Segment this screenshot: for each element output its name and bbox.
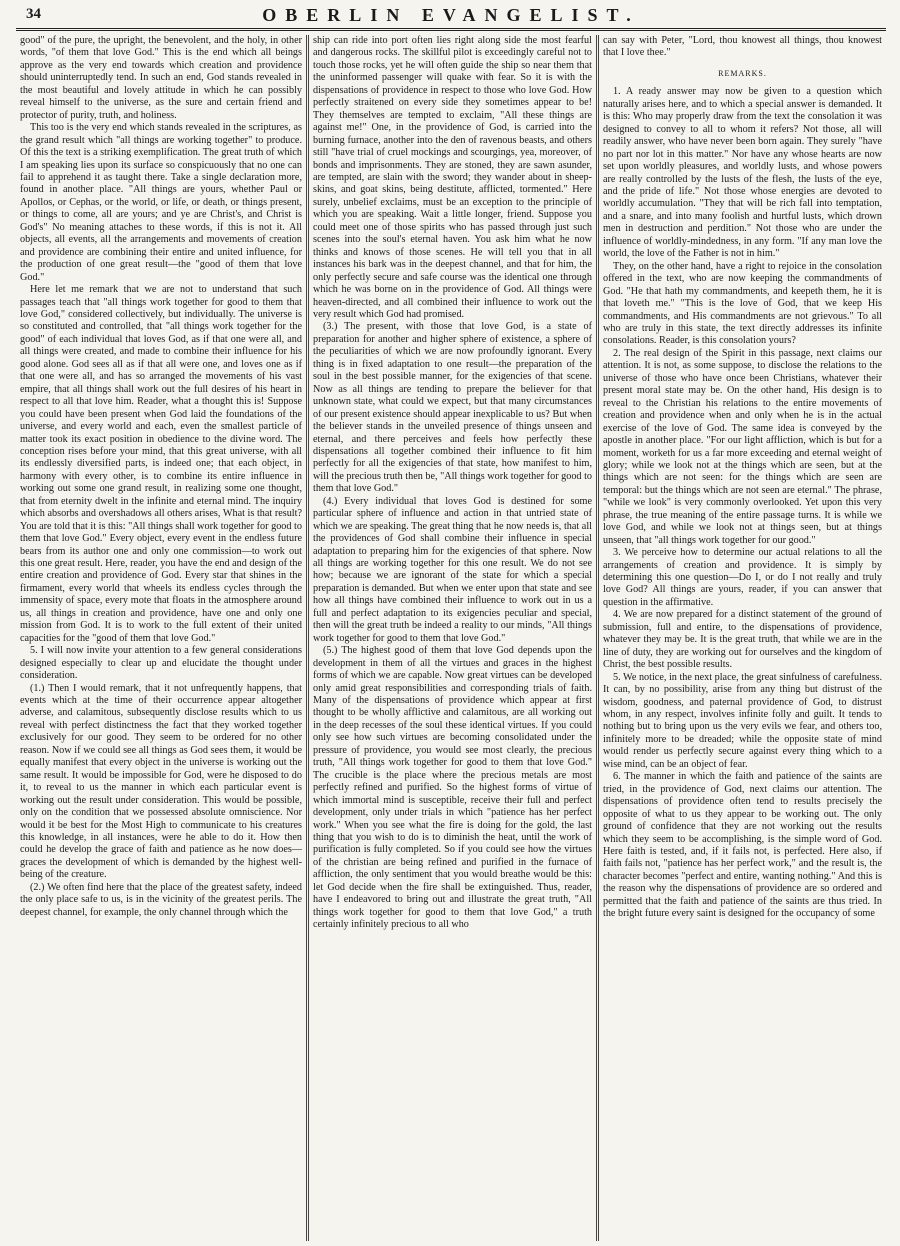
masthead-title: OBERLIN EVANGELIST. [262,5,640,25]
paragraph: Here let me remark that we are not to understand that such passages teach that "all things work together for good to them that love God," considered collectively, but individually. The universe is so constituted and controlled, that "all things work together for the good" of each individual that loves God, as if that one were all, and all things were created, and made to combine their influence for his good alone. God sees all as if that all were one, and loves one as if that one were all, and has so arranged the movements of his vast empire, that all things shall work out the full desires of his heart in respect to all that love him. Reader, what a thought this is! Suppose you could have been present when God laid the foundations of the universe, and every world and each, even the smallest particle of matter took its exact position in obedience to the divine word. The conception rises before your mind, that this great universe, with all its endlessly diversified parts, is indeed one; that each object, in harmony with every other, is to combine its entire influence in working out some one grand result, in realizing some one thought, that from eternity dwelt in the infinite and eternal mind. The inquiry which absorbs and overshadows all others arises, What is that result? You are told that it is this: "All things shall work together for good to them that love God." Every object, every event in the endless future bears from its author one and only one commission—to work out this one great result. Here, reader, you have the end and design of the entire creation and providence of God. Every star that shines in the firmament, every world that wheels its endless cycles through the immensity of space, every mote that floats in the atmosphere around us, all things in creation and providence, have one and only one mission from God. It is to work to the full extent of their united capacities for the "good of them that love God." [20,284,302,644]
paragraph: (4.) Every individual that loves God is destined for some particular sphere of influence and action in that untried state of which we are speaking. The great thing that he now needs is, that all the providences of God shall combine their influence in special adaptation to preparing him for the exigencies of that sphere. Now all things are working together for this one result. We do not see how; because we are ignorant of the state for which a special preparation is demanded. But when we enter upon that state and see how all things have combined their influence to work out in us a full and perfect adaptation to its exigencies peculiar and special, then will the great truth be indeed a reality to our minds, "All things work together for good to them that love God." [313,495,592,644]
paragraph: good" of the pure, the upright, the benevolent, and the holy, in other words, "of them that love God." This is the end which all beings approve as the very end towards which creation and providence should uninterruptedly tend. In such an end, God stands revealed in the most beautiful and lovely attitude in which he can possibly reveal himself to the universe, as the sure and certain friend and protector of purity, truth, and holiness. [20,35,302,121]
column-3 [596,35,886,1241]
paragraph: They, on the other hand, have a right to rejoice in the consolation offered in the text, who are now keeping the commandments of God. "He that hath my commandments, and keepeth them, he it is that loveth me." "This is the love of God, that we keep His commandments, and His commandments are not grievous." To all who are truly in this state, the text directly addresses its infinite consolations. Reader, is this consolation yours? [603,260,882,347]
column-2 [306,35,596,1241]
paragraph: can say with Peter, "Lord, thou knowest all things, thou knowest that I love thee." [603,35,882,59]
page-header [16,4,886,31]
text-columns [16,35,886,1241]
paragraph: 2. The real design of the Spirit in this passage, next claims our attention. It is not, as some suppose, to disclose the relations to the universe of those who have once been Christians, whatever their present moral state may be. On the other hand, His design is to reveal to the Christian his relations to the entire movements of creation and providence when and only when he is in the actual exercise of the love of God. The same idea is conveyed by the apostle in another place. "For our light affliction, which is but for a moment, worketh for us a far more exceeding and eternal weight of glory; while we look not at the things which are seen, but at the things which are not seen: for the things which are seen are temporal: but the things which are not seen are eternal." The phrase, "while we look" is very commonly overlooked. Yet upon this very phrase, the true meaning of the entire passage turns. It is while we love God, and while we look not at things seen, but at things unseen, that "all things work together for our good." [603,347,882,546]
paragraph: 5. We notice, in the next place, the great sinfulness of carefulness. It can, by no possibility, arise from any thing but distrust of the wisdom, goodness, and paternal providence of God, to distrust whom, in any respect, involves infinite folly and guilt. It tends to nothing but to bring upon us the very evils we fear, and others too, infinitely more to be dreaded; while the opposite state of mind would render us perfectly secure against every thing which to a wise mind, can be an object of fear. [603,671,882,770]
section-heading-remarks: REMARKS. [718,68,767,78]
paragraph: (3.) The present, with those that love God, is a state of preparation for another and higher sphere of existence, a sphere of the peculiarities of which we are now profoundly ignorant. Every thing is in fixed adaptation to one result—the preparation of the soul in the best possible manner, for the exigencies of that scene. Now as all things are tending to prepare the believer for that unknown state, what could we expect, but that many circumstances of our present existence should appear inexplicable to us? But when the believer stands in the unveiled presence of things unseen and eternal, and there perceives and feels how perfectly these dispensations all together combined their influence to fit him perfectly for all the exigencies of that state, how manifest to him, will the precious truth then be, "All things work together for good to them that love God." [313,321,592,495]
paragraph: (5.) The highest good of them that love God depends upon the development in them of all the virtues and graces in the highest forms of which we are capable. Now great virtues can be developed only amid great responsibilities and corresponding trials of faith. Many of the dispensations of providence which appear at first thought to be wholly afflictive and calamitous, are all working out in the deep recesses of the soul these identical virtues. If you could only see how such virtues are becoming consolidated under the pressure of providence, you would see most clearly, the precious truth, "All things work together for good to them that love God." The crucible is the place where the precious metals are most perfectly refined and purified. So the highest forms of virtue of which immortal mind is susceptible, receive their full and perfect development, only under trials in which "patience has her perfect work." When you see what the fire is doing for the gold, the last thing that you wish to do is to diminish the heat, until the work of purification is fully completed. So if you could see how the virtues of the christian are being refined and purified in the furnace of affliction, the only sentiment that you would breathe would be this: let God decide when the fire shall be extinguished. Thus, reader, have I endeavored to bring out and illustrate the great truth, "All things work together for good to them that love God," a truth certainly infinitely precious to all who [313,645,592,931]
paragraph: (2.) We often find here that the place of the greatest safety, indeed the only place safe to us, is in the vicinity of the greatest perils. The deepest channel, for example, the only channel through which the [20,881,302,918]
paragraph: 6. The manner in which the faith and patience of the saints are tried, in the providence of God, next claims our attention. The dispensations of providence often tend to results precisely the opposite of what to us they appear to be working out. The only ground of confidence that they are not working out the results which they seem to be accomplishing, is the simple word of God. Here faith is tested, and, if it fails not, is perfected. Here also, if faith fails not, "patience has her perfect work," and the result is, the character becomes "perfect and entire, wanting nothing." And this is the reason why the dispensations of providence are so ordered and permitted that the faith and patience of the saints are thus tried. In the bright future every saint is designed for the occupancy of some [603,771,882,920]
paragraph: 4. We are now prepared for a distinct statement of the ground of submission, full and entire, to the dispensations of providence, whatever they may be. It is the great truth, that while we are in the line of duty, they are working out for ourselves and the kingdom of Christ, the best possible results. [603,609,882,671]
paragraph: (1.) Then I would remark, that it not unfrequently happens, that events which at the time of their occurrence appear altogether adverse, and calamitous, subsequently disclose results which to us reveal with perfect distinctness the fact that they worked together exclusively for our good. They seem to be ordered for no other reason. Now if we could see all things as God sees them, it would be equally manifest that every object in the universe is working out the same result. It would be impossible for God, were he disposed to do it, to reveal to us the manner in which each particular event is working out the result under consideration. This would be possible, only on the condition that we possessed absolute omniscience. Nor would it be best for the Most High to communicate to his creatures this knowledge, in all instances, were he able to do it. How then could he develop the grace of faith and patience as he now does—graces the development of which is demanded by the highest well-being of the creature. [20,682,302,881]
paragraph: 1. A ready answer may now be given to a question which naturally arises here, and to which a special answer is demanded. It is this: Who may properly draw from the text the consolation it was designed to convey to all to whom it refers? Not those, all will readily answer, who have never been born again. They surely "have no part nor lot in this matter." Nor have any whose hearts are now set upon worldly pleasures, and worldly lusts, and whose powers are really controlled by the lusts of the flesh, the lusts of the eye, and the pride of life." Not those whose energies are devoted to worldly accumulation. "They that will be rich fall into temptation, and a snare, and into many foolish and hurtful lusts, which drown men in destruction and perdition." Not those who are under the influence of worldly-mindedness, in any form. "If any man love the world, the love of the Father is not in him." [603,86,882,260]
column-1 [16,35,306,1241]
paragraph: 5. I will now invite your attention to a few general considerations designed especially to clear up and elucidate the thought under consideration. [20,645,302,682]
page-number: 34 [26,6,41,22]
paragraph: This too is the very end which stands revealed in the scriptures, as the grand result which "all things are working together" to produce. Of this the text is a striking exemplification. The great truth of which I am speaking lies upon its surface so conspicuously that no one can fail to apprehend it as taught there. Take a single declaration more, found in another place. "All things are yours, whether Paul or Apollos, or Cephas, or the world, or life, or death, or things present, or things to come, all are yours; and ye are Christ's, and Christ is God's" No meaning attaches to these words, if this is not it. All objects, all events, all the arrangements and movements of creation and providence are combining their entire and united influence, for the production of one great result—the "good of them that love God." [20,122,302,283]
paragraph: 3. We perceive how to determine our actual relations to all the arrangements of creation and providence. It is simply by determining this one question—Do I, or do I not really and truly love God? All things are yours, reader, if you can answer that question in the affirmative. [603,547,882,608]
paragraph: ship can ride into port often lies right along side the most fearful and dangerous rocks. The skillful pilot is exceedingly careful not to touch those rocks, yet he will often guide the ship so near them that the uninformed passenger will quake with fear. So it is with the dispensations of providence in respect to those who love God. How perfectly straitened on every side they sometimes appear to be! They themselves are tempted to exclaim, "All these things are against me!" One, in the providence of God, is carried into the burning furnace, another into the den of ravenous beasts, and others still "have trial of cruel mockings and scourgings, yea, moreover, of bonds and imprisonments. They are stoned, they are sawn asunder, are tempted, are slain with the sword; they wander about in sheep-skins, and goat skins, being destitute, afflicted, tormented." Here surely, unbelief exclaims, must be an exception to the principle of which you are speaking. Wait a little longer, friend. Suppose you could meet one of those spirits who has passed through just such scenes into the soul's eternal haven. You ask him what he now thinks and knows of those scenes. He will tell you that in all instances his bark was in the deepest channel, and that for him, the only perfectly secure and safe course was the identical one through which he was borne on in the providence of God. All things were heaven-directed, and all combined their influence to work out the very result which God had promised. [313,35,592,320]
